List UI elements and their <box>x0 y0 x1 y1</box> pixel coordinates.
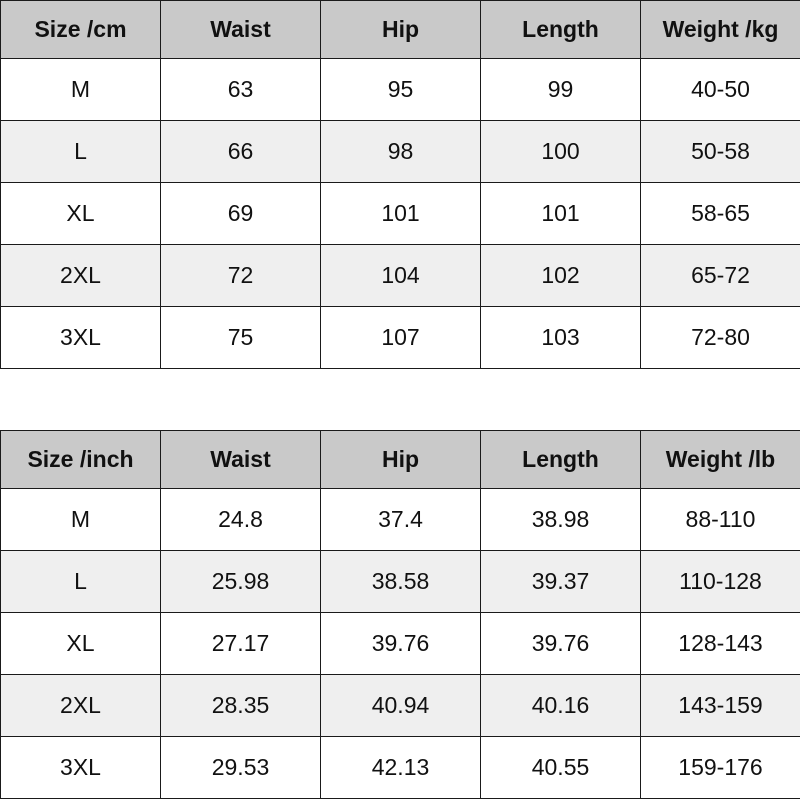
cell-weight: 143-159 <box>641 675 800 737</box>
header-hip-cm: Hip <box>321 1 481 59</box>
inch-table-body <box>1 489 800 799</box>
cell-waist: 28.35 <box>161 675 321 737</box>
header-length-inch: Length <box>481 431 641 489</box>
table-row <box>1 183 800 245</box>
cell-size: 3XL <box>1 307 161 369</box>
table-row <box>1 551 800 613</box>
cell-weight: 72-80 <box>641 307 800 369</box>
table-row <box>1 121 800 183</box>
inch-table-header <box>1 431 800 489</box>
size-chart-inch-block <box>0 430 800 799</box>
cm-table-header <box>1 1 800 59</box>
cell-length: 38.98 <box>481 489 641 551</box>
table-row <box>1 59 800 121</box>
cell-hip: 104 <box>321 245 481 307</box>
cell-weight: 58-65 <box>641 183 800 245</box>
cell-length: 99 <box>481 59 641 121</box>
cell-weight: 50-58 <box>641 121 800 183</box>
cell-length: 39.76 <box>481 613 641 675</box>
cell-hip: 38.58 <box>321 551 481 613</box>
cell-waist: 24.8 <box>161 489 321 551</box>
cell-weight: 65-72 <box>641 245 800 307</box>
cell-size: XL <box>1 183 161 245</box>
cell-length: 101 <box>481 183 641 245</box>
table-row <box>1 245 800 307</box>
cell-hip: 95 <box>321 59 481 121</box>
cell-size: XL <box>1 613 161 675</box>
cell-weight: 88-110 <box>641 489 800 551</box>
size-chart-inch-table <box>0 430 800 799</box>
size-chart-cm-table <box>0 0 800 369</box>
header-weight-lb: Weight /lb <box>641 431 800 489</box>
table-header-row <box>1 431 800 489</box>
header-weight-kg: Weight /kg <box>641 1 800 59</box>
cell-hip: 40.94 <box>321 675 481 737</box>
cell-hip: 98 <box>321 121 481 183</box>
cell-length: 102 <box>481 245 641 307</box>
size-chart-cm-block <box>0 0 800 369</box>
cell-weight: 40-50 <box>641 59 800 121</box>
cell-length: 100 <box>481 121 641 183</box>
cell-waist: 72 <box>161 245 321 307</box>
table-row <box>1 613 800 675</box>
header-length-cm: Length <box>481 1 641 59</box>
cell-weight: 159-176 <box>641 737 800 799</box>
table-row <box>1 675 800 737</box>
header-waist-cm: Waist <box>161 1 321 59</box>
cell-hip: 42.13 <box>321 737 481 799</box>
cell-length: 103 <box>481 307 641 369</box>
cell-waist: 63 <box>161 59 321 121</box>
cell-hip: 37.4 <box>321 489 481 551</box>
cell-waist: 27.17 <box>161 613 321 675</box>
cell-waist: 69 <box>161 183 321 245</box>
cell-waist: 29.53 <box>161 737 321 799</box>
table-header-row <box>1 1 800 59</box>
header-size-inch: Size /inch <box>1 431 161 489</box>
cell-size: M <box>1 489 161 551</box>
cell-waist: 75 <box>161 307 321 369</box>
cell-hip: 39.76 <box>321 613 481 675</box>
header-waist-inch: Waist <box>161 431 321 489</box>
cell-size: L <box>1 551 161 613</box>
cell-waist: 25.98 <box>161 551 321 613</box>
cell-length: 40.55 <box>481 737 641 799</box>
cell-size: 2XL <box>1 245 161 307</box>
table-row <box>1 307 800 369</box>
cell-weight: 110-128 <box>641 551 800 613</box>
cell-hip: 101 <box>321 183 481 245</box>
header-hip-inch: Hip <box>321 431 481 489</box>
table-row <box>1 737 800 799</box>
header-size-cm: Size /cm <box>1 1 161 59</box>
cell-size: M <box>1 59 161 121</box>
table-row <box>1 489 800 551</box>
cell-weight: 128-143 <box>641 613 800 675</box>
cm-table-body <box>1 59 800 369</box>
cell-length: 40.16 <box>481 675 641 737</box>
cell-hip: 107 <box>321 307 481 369</box>
cell-size: 3XL <box>1 737 161 799</box>
cell-waist: 66 <box>161 121 321 183</box>
cell-size: 2XL <box>1 675 161 737</box>
cell-length: 39.37 <box>481 551 641 613</box>
cell-size: L <box>1 121 161 183</box>
